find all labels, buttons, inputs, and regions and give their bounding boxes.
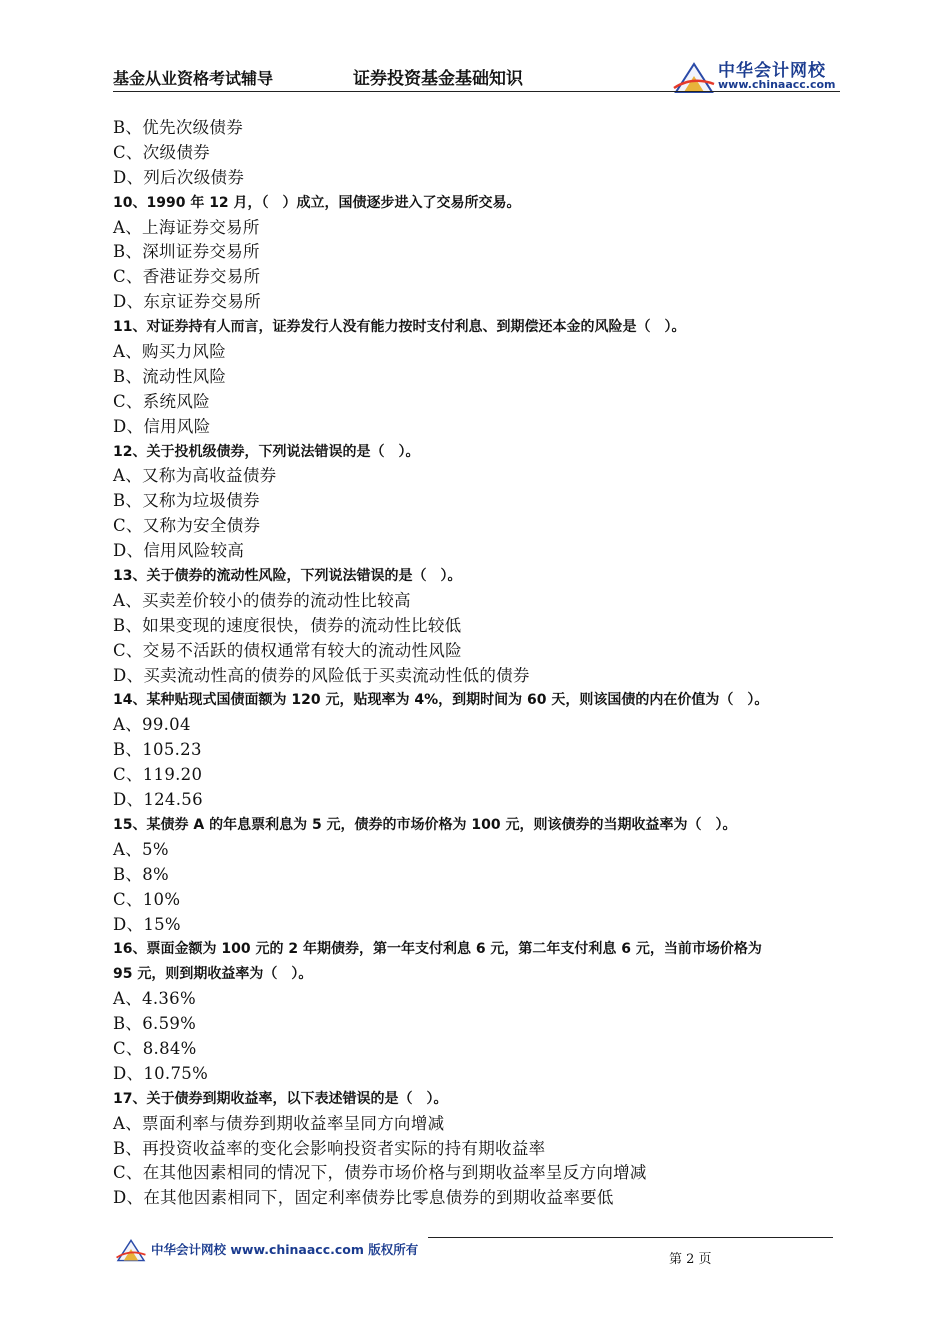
page-header <box>113 58 840 98</box>
answer-option: A、购买力风险 <box>113 342 227 362</box>
logo-url: www.chinaacc.com <box>718 78 836 91</box>
answer-option: B、又称为垃圾债券 <box>113 491 260 511</box>
footer-divider <box>428 1237 833 1238</box>
answer-option: C、10% <box>113 889 181 909</box>
answer-option: C、8.84% <box>113 1038 197 1058</box>
answer-option: C、香港证券交易所 <box>113 267 261 287</box>
answer-option: A、99.04 <box>113 715 191 735</box>
answer-option: B、流动性风险 <box>113 366 227 386</box>
question-text: 10、1990 年 12 月，（ ）成立，国债逐步进入了交易所交易。 <box>113 194 521 211</box>
answer-option: D、10.75% <box>113 1063 209 1083</box>
answer-option: A、上海证券交易所 <box>113 217 260 237</box>
header-course-title: 基金从业资格考试辅导 <box>113 69 274 88</box>
answer-option: D、信用风险较高 <box>113 541 245 561</box>
question-text: 15、某债券 A 的年息票利息为 5 元，债券的市场价格为 100 元，则该债券的当期收益率为（ ）。 <box>113 816 737 833</box>
answer-option: D、在其他因素相同下，固定利率债券比零息债券的到期收益率要低 <box>113 1188 614 1208</box>
answer-option: D、列后次级债券 <box>113 167 245 187</box>
answer-option: C、次级债券 <box>113 142 210 162</box>
answer-option: C、又称为安全债券 <box>113 516 261 536</box>
answer-option: A、5% <box>113 839 169 859</box>
page-footer <box>113 1232 840 1272</box>
question-text: 14、某种贴现式国债面额为 120 元，贴现率为 4%，到期时间为 60 天，则该国债的内在价值为（ ）。 <box>113 692 769 709</box>
answer-option: D、信用风险 <box>113 416 211 436</box>
answer-option: C、系统风险 <box>113 391 210 411</box>
question-text: 95 元，则到期收益率为（ ）。 <box>113 966 313 983</box>
answer-option: A、又称为高收益债券 <box>113 466 277 486</box>
question-text: 13、关于债券的流动性风险，下列说法错误的是（ ）。 <box>113 568 462 585</box>
question-text: 11、对证券持有人而言，证券发行人没有能力按时支付利息、到期偿还本金的风险是（ ）。 <box>113 319 686 336</box>
answer-option: B、6.59% <box>113 1014 197 1034</box>
header-subject-title: 证券投资基金基础知识 <box>353 69 523 89</box>
footer-logo-icon <box>115 1236 147 1262</box>
question-text: 17、关于债券到期收益率，以下表述错误的是（ ）。 <box>113 1090 448 1107</box>
answer-option: D、东京证券交易所 <box>113 292 261 312</box>
site-logo <box>670 56 840 94</box>
answer-option: B、105.23 <box>113 740 202 760</box>
answer-option: A、票面利率与债券到期收益率呈同方向增减 <box>113 1113 445 1133</box>
question-list <box>113 116 853 1211</box>
header-divider <box>113 91 840 92</box>
answer-option: B、再投资收益率的变化会影响投资者实际的持有期收益率 <box>113 1138 546 1158</box>
answer-option: B、优先次级债券 <box>113 118 244 137</box>
answer-option: D、15% <box>113 914 181 934</box>
answer-option: B、如果变现的速度很快，债券的流动性比较低 <box>113 615 462 635</box>
answer-option: B、深圳证券交易所 <box>113 242 260 262</box>
answer-option: C、交易不活跃的债权通常有较大的流动性风险 <box>113 640 462 660</box>
logo-name: 中华会计网校 <box>718 61 826 81</box>
question-text: 16、票面金额为 100 元的 2 年期债券，第一年支付利息 6 元，第二年支付利息 6 元，当前市场价格为 <box>113 941 762 958</box>
page-number: 第 2 页 <box>669 1252 712 1267</box>
logo-mark-icon <box>672 58 716 94</box>
answer-option: D、124.56 <box>113 790 203 810</box>
question-text: 12、关于投机级债券，下列说法错误的是（ ）。 <box>113 443 420 460</box>
footer-copyright: 中华会计网校 www.chinaacc.com 版权所有 <box>151 1242 419 1257</box>
answer-option: C、在其他因素相同的情况下，债券市场价格与到期收益率呈反方向增减 <box>113 1163 647 1183</box>
answer-option: A、买卖差价较小的债券的流动性比较高 <box>113 590 411 610</box>
answer-option: C、119.20 <box>113 765 203 785</box>
answer-option: D、买卖流动性高的债券的风险低于买卖流动性低的债券 <box>113 665 530 685</box>
answer-option: B、8% <box>113 864 170 884</box>
answer-option: A、4.36% <box>113 989 196 1009</box>
